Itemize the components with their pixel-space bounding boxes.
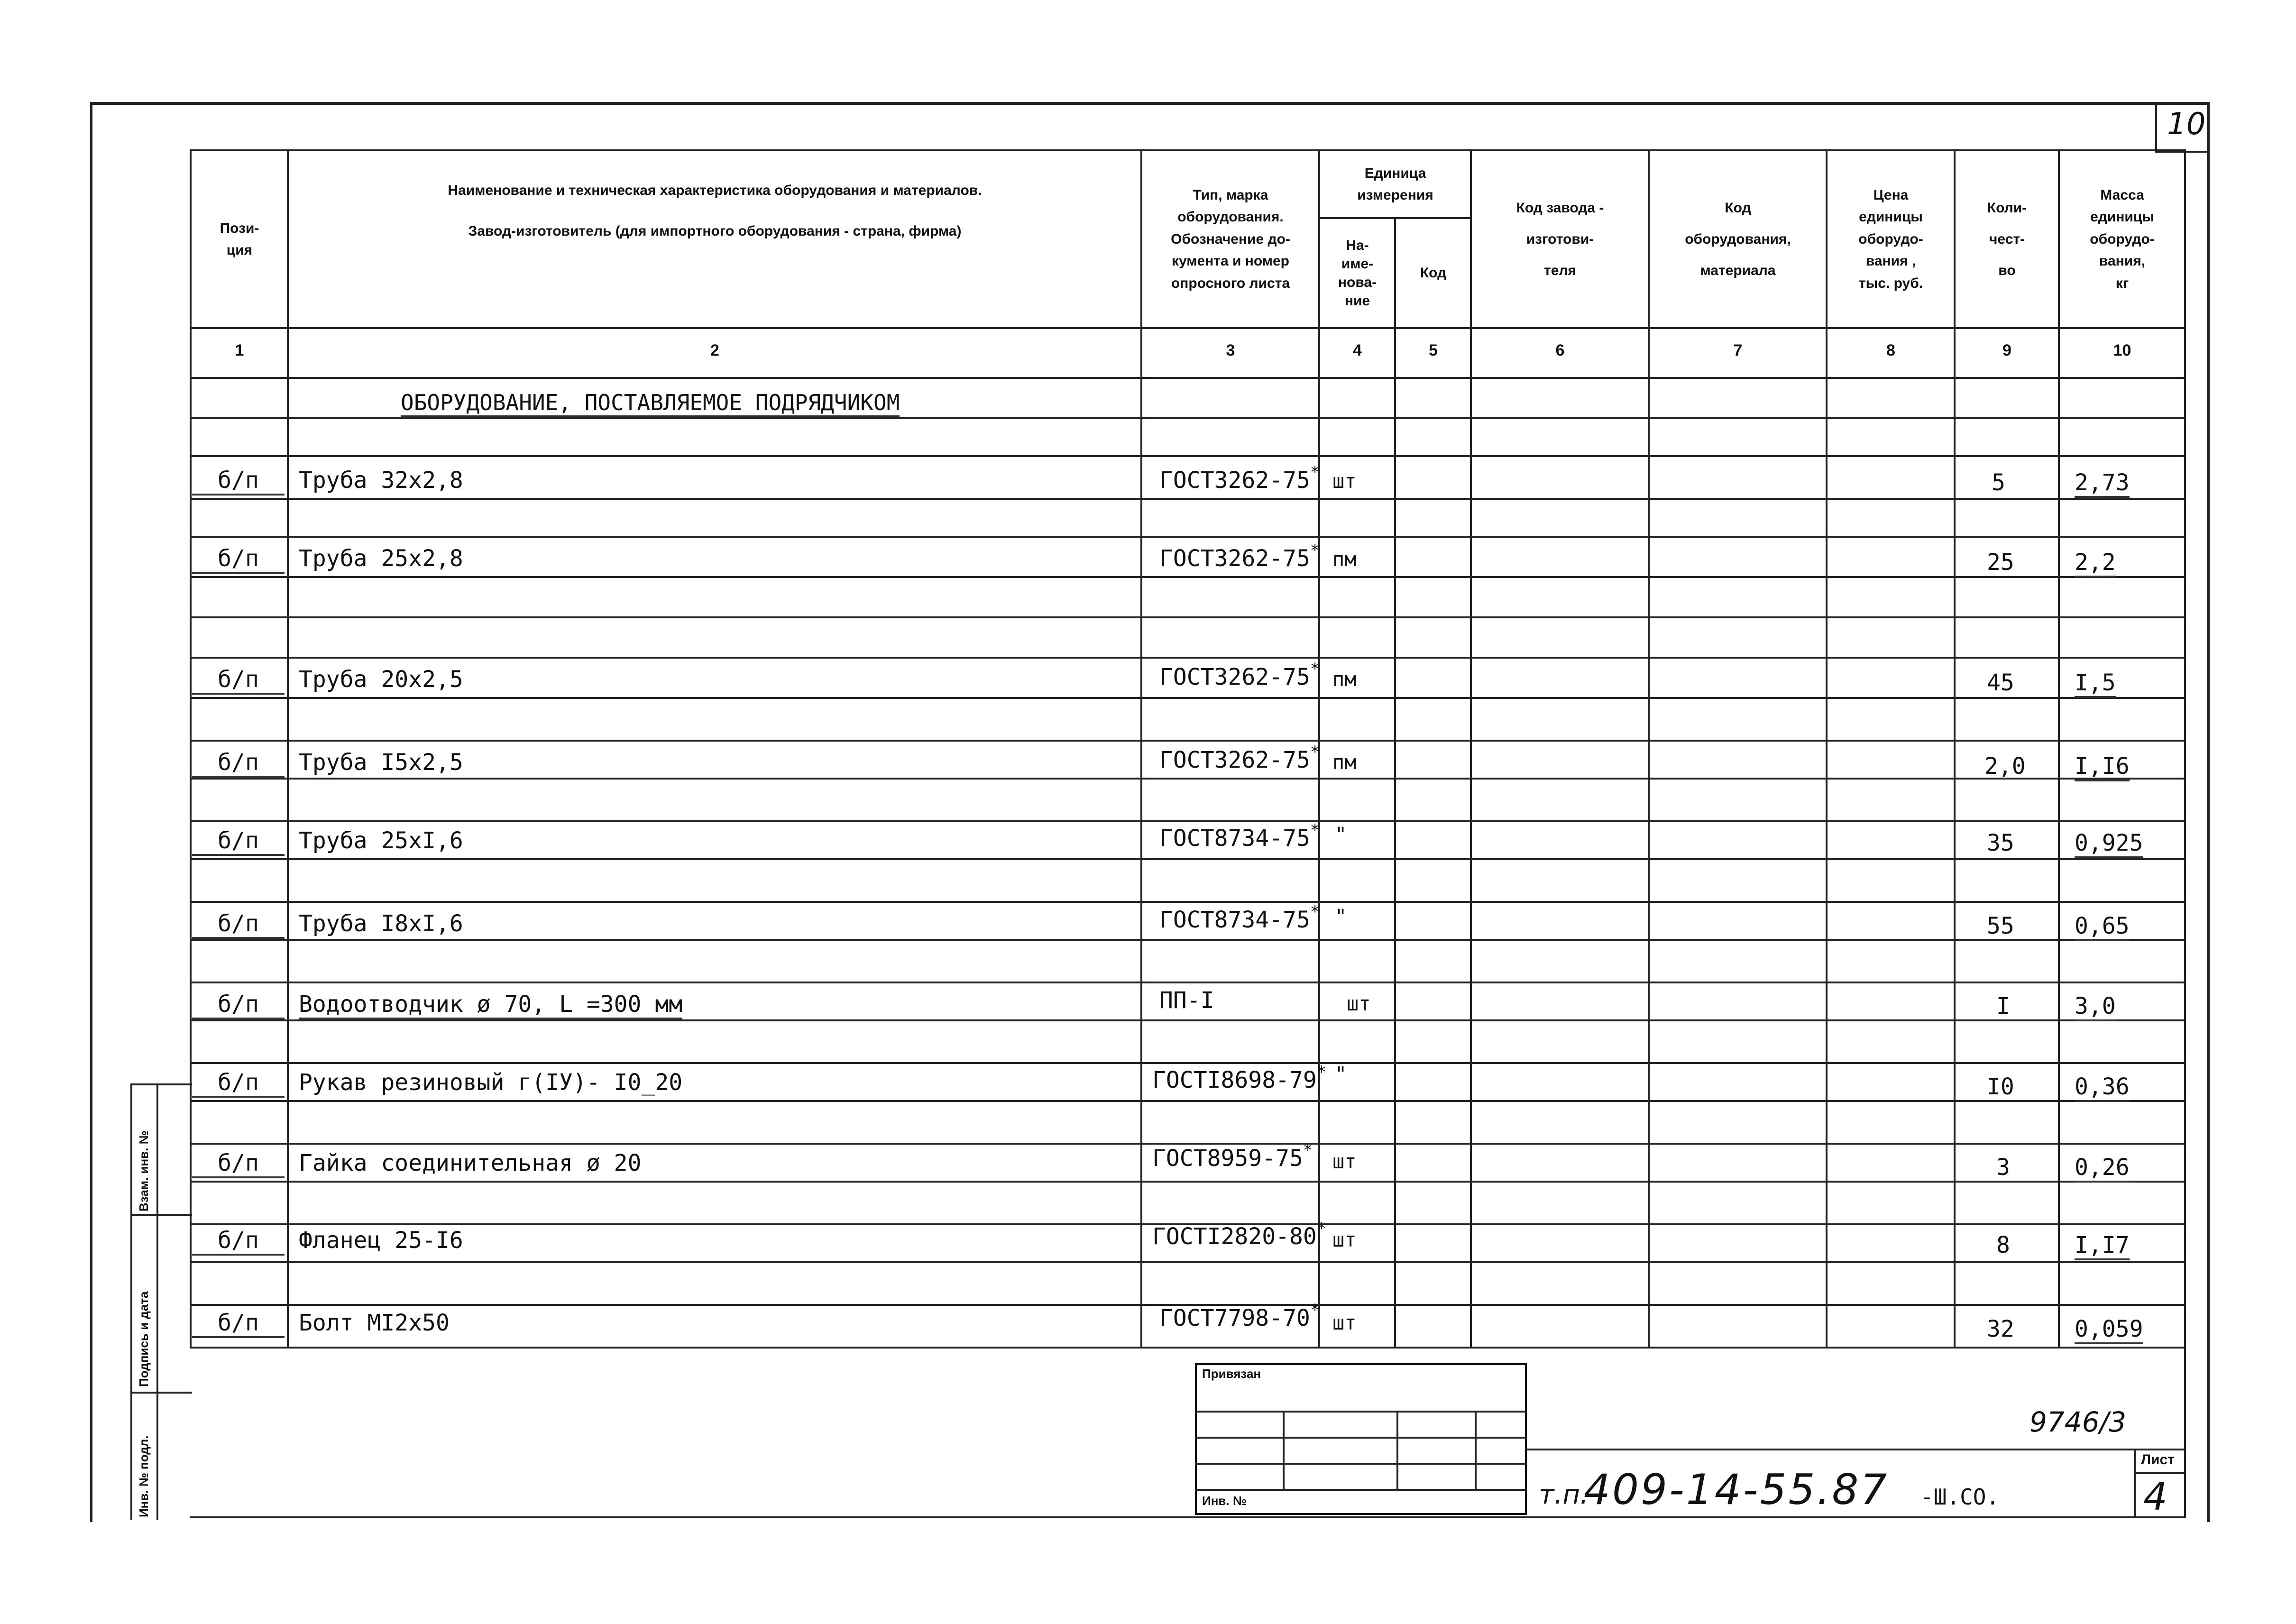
- row-qty: I: [1996, 993, 2010, 1019]
- row-name: Труба I5х2,5: [299, 749, 463, 776]
- project-number: 409-14-55.87: [1584, 1465, 1889, 1514]
- header-position: Пози- ция: [220, 220, 259, 258]
- header-mass: Масса единицы оборудо- вания, кг: [2090, 187, 2155, 291]
- row-mass: I,5: [2075, 670, 2116, 698]
- stamp-col: [1475, 1411, 1477, 1491]
- stamp-line: [1195, 1437, 1527, 1439]
- row-mass: 0,65: [2075, 913, 2130, 941]
- col-line-0: [190, 149, 192, 1347]
- row-mass: I,I7: [2075, 1232, 2130, 1260]
- row-qty: 8: [1996, 1232, 2010, 1258]
- stamp-line: [1195, 1463, 1527, 1465]
- side-strip-sep1: [130, 1214, 192, 1216]
- row-mass: 3,0: [2075, 993, 2116, 1021]
- table-top-line: [190, 149, 2186, 151]
- col-number: 8: [1886, 341, 1895, 359]
- row-unit: шт: [1332, 1311, 1357, 1334]
- col-line-7: [1826, 149, 1828, 1347]
- row-doc: [1152, 1063, 1327, 1093]
- section-title: ОБОРУДОВАНИЕ, ПОСТАВЛЯЕМОЕ ПОДРЯДЧИКОМ: [401, 390, 900, 417]
- sheet-number: 4: [2143, 1475, 2167, 1519]
- page-number-top: 10: [2167, 107, 2206, 142]
- side-strip-left: [130, 1083, 132, 1520]
- row-qty: 25: [1987, 549, 2014, 576]
- row-doc: [1159, 743, 1320, 773]
- colnum-bottom-line: [190, 377, 2186, 379]
- row-name: Труба 25х2,8: [299, 545, 463, 572]
- row-doc: [1159, 987, 1214, 1014]
- row-doc-text: ГОСТ8734-75: [1159, 825, 1310, 852]
- col-number: 4: [1353, 341, 1362, 359]
- header-name: [289, 152, 1140, 270]
- row-unit: ": [1335, 905, 1347, 928]
- title-block-sheet-left: [2134, 1449, 2136, 1517]
- row-qty: 3: [1996, 1154, 2010, 1181]
- row-doc-text: ПП-I: [1159, 987, 1214, 1014]
- header-type: Тип, марка оборудования. Обозначение до- кумента и номер опросного листа: [1171, 187, 1290, 291]
- header-equipment-code: Код оборудования, материала: [1685, 200, 1791, 278]
- row-doc-text: ГОСТ8959-75: [1152, 1145, 1303, 1172]
- row-unit: пм: [1332, 668, 1357, 691]
- row-name: Труба 25хI,6: [299, 827, 463, 854]
- row-name: Труба 20х2,5: [299, 666, 463, 693]
- row-position: б/п: [192, 1310, 285, 1338]
- row-line: [190, 820, 2186, 822]
- col-number: 1: [235, 341, 244, 359]
- side-strip-sep2: [130, 1392, 192, 1394]
- row-mass: I,I6: [2075, 753, 2130, 781]
- row-mass: 0,059: [2075, 1316, 2143, 1344]
- row-doc-star: *: [1310, 743, 1320, 762]
- col-line-5: [1470, 149, 1472, 1347]
- col-line-9: [2058, 149, 2060, 1347]
- col-line-10: [2184, 149, 2186, 1347]
- row-doc-text: ГОСТI8698-79: [1152, 1067, 1317, 1093]
- row-line: [190, 576, 2186, 578]
- row-line: [190, 901, 2186, 903]
- col-line-2: [1140, 149, 1142, 1347]
- row-line: [190, 417, 2186, 419]
- row-line: [190, 1062, 2186, 1064]
- row-qty: 45: [1987, 670, 2014, 696]
- row-doc: [1159, 821, 1320, 852]
- row-qty: I0: [1987, 1073, 2014, 1100]
- row-line: [190, 858, 2186, 860]
- header-bottom-line: [190, 327, 2186, 329]
- row-mass: 2,2: [2075, 549, 2116, 578]
- row-name: Труба I8хI,6: [299, 910, 463, 937]
- row-doc-star: *: [1316, 1063, 1327, 1082]
- col-number: 9: [2002, 341, 2011, 359]
- row-doc: [1152, 1219, 1327, 1250]
- sheet-label: Лист: [2141, 1452, 2175, 1468]
- bottom-frame-right: [2184, 1347, 2186, 1518]
- row-line: [190, 1143, 2186, 1145]
- project-suffix: -Ш.СО.: [1920, 1484, 2000, 1510]
- row-line: [190, 1019, 2186, 1021]
- row-line: [190, 616, 2186, 618]
- header-unit-code: Код: [1420, 265, 1447, 281]
- stamp-line: [1195, 1411, 1527, 1413]
- row-line: [190, 1181, 2186, 1183]
- side-label-podpis: Подпись и дата: [137, 1291, 151, 1387]
- row-name: Рукав резиновый г(IУ)- I0_20: [299, 1069, 683, 1096]
- stamp-col: [1283, 1411, 1285, 1491]
- stamp-inv-no: Инв. №: [1202, 1494, 1247, 1508]
- row-position: б/п: [192, 827, 285, 856]
- row-mass: 2,73: [2075, 469, 2130, 498]
- outer-right-border: [2207, 102, 2210, 1522]
- col-line-8: [1954, 149, 1956, 1347]
- row-unit: пм: [1332, 751, 1357, 774]
- outer-top-border: [90, 102, 2210, 105]
- col-number: 5: [1429, 341, 1438, 359]
- row-doc: [1159, 660, 1320, 690]
- col-line-6: [1648, 149, 1650, 1347]
- table-bottom-line: [190, 1347, 2186, 1349]
- row-position: б/п: [192, 910, 285, 939]
- row-unit: шт: [1332, 1150, 1357, 1173]
- row-doc-star: *: [1310, 902, 1320, 921]
- col-number: 2: [710, 341, 719, 359]
- row-mass: 0,36: [2075, 1073, 2130, 1102]
- row-position: б/п: [192, 749, 285, 778]
- row-line: [190, 939, 2186, 941]
- row-qty: 5: [1992, 469, 2005, 496]
- row-doc-star: *: [1310, 463, 1320, 482]
- row-qty: 2,0: [1984, 753, 2026, 780]
- row-position: б/п: [192, 991, 285, 1019]
- row-unit: пм: [1332, 548, 1357, 571]
- row-unit: шт: [1347, 992, 1371, 1015]
- row-unit: шт: [1332, 469, 1357, 493]
- row-line: [190, 536, 2186, 538]
- row-line: [190, 455, 2186, 457]
- row-mass: 0,26: [2075, 1154, 2130, 1183]
- col-line-1: [287, 149, 289, 1347]
- row-doc-star: *: [1316, 1219, 1327, 1238]
- stamp-privyazan: Привязан: [1202, 1367, 1261, 1381]
- row-doc-star: *: [1310, 660, 1320, 679]
- header-unit-name: На- име- нова- ние: [1338, 238, 1377, 309]
- row-position: б/п: [192, 666, 285, 695]
- page-bottom-border: [190, 1516, 2186, 1518]
- row-unit: шт: [1332, 1228, 1357, 1251]
- row-doc-star: *: [1310, 1301, 1320, 1320]
- stamp-box: [1195, 1363, 1527, 1515]
- stamp-line: [1195, 1489, 1527, 1491]
- stamp-col: [1396, 1411, 1398, 1491]
- row-doc-text: ГОСТ3262-75: [1159, 664, 1310, 690]
- row-line: [190, 1261, 2186, 1263]
- row-doc: [1159, 902, 1320, 933]
- row-doc-text: ГОСТ3262-75: [1159, 747, 1310, 773]
- page-number-box-left: [2155, 104, 2157, 152]
- side-label-inv-podl: Инв. № подл.: [137, 1435, 151, 1517]
- row-doc: [1159, 1301, 1320, 1331]
- row-doc: [1152, 1141, 1313, 1172]
- row-line: [190, 740, 2186, 742]
- row-doc-text: ГОСТ3262-75: [1159, 467, 1310, 494]
- row-position: б/п: [192, 467, 285, 495]
- row-line: [190, 697, 2186, 699]
- row-name: Фланец 25-I6: [299, 1227, 463, 1254]
- row-doc-text: ГОСТ8734-75: [1159, 907, 1310, 933]
- row-line: [190, 982, 2186, 983]
- header-name-line2: Завод-изготовитель (для импортного оборудования - страна, фирма): [468, 223, 962, 239]
- row-qty: 55: [1987, 913, 2014, 939]
- row-name: Гайка соединительная ø 20: [299, 1150, 642, 1176]
- row-position: б/п: [192, 1069, 285, 1098]
- side-label-vzam: Взам. инв. №: [137, 1130, 151, 1211]
- header-quantity: Коли- чест- во: [1987, 200, 2027, 278]
- col-number: 6: [1555, 341, 1565, 359]
- col-number: 10: [2113, 341, 2131, 359]
- header-name-line1: Наименование и техническая характеристика оборудования и материалов.: [448, 182, 982, 198]
- row-name: Труба 32х2,8: [299, 467, 463, 494]
- row-unit: ": [1335, 1062, 1347, 1085]
- row-doc-star: *: [1303, 1141, 1313, 1160]
- outer-left-border: [90, 102, 92, 1522]
- header-price: Цена единицы оборудо- вания , тыс. руб.: [1858, 187, 1923, 291]
- row-position: б/п: [192, 1150, 285, 1178]
- col-line-4: [1394, 217, 1396, 1347]
- header-factory-code: Код завода - изготови- теля: [1516, 200, 1604, 278]
- row-name: Болт МI2х50: [299, 1310, 450, 1336]
- row-doc-text: ГОСТ7798-70: [1159, 1305, 1310, 1331]
- row-doc: [1159, 541, 1320, 572]
- row-line: [190, 1100, 2186, 1102]
- project-prefix: т.п.: [1539, 1479, 1589, 1510]
- title-block-sheet-sep: [2134, 1472, 2186, 1474]
- row-unit: ": [1335, 823, 1347, 846]
- row-line: [190, 498, 2186, 500]
- row-name: Водоотводчик ø 70, L =300 мм: [299, 991, 682, 1019]
- header-unit: Единица измерения: [1357, 165, 1433, 203]
- col-number: 7: [1733, 341, 1743, 359]
- side-strip-top: [130, 1083, 192, 1085]
- title-block-line: [1527, 1449, 2186, 1450]
- row-doc-star: *: [1310, 821, 1320, 840]
- row-doc-text: ГОСТ3262-75: [1159, 545, 1310, 572]
- row-doc-star: *: [1310, 541, 1320, 560]
- row-mass: 0,925: [2075, 830, 2143, 858]
- col-number: 3: [1226, 341, 1235, 359]
- row-qty: 35: [1987, 830, 2014, 856]
- handwritten-code: 9746/3: [2030, 1406, 2127, 1438]
- side-strip-mid: [156, 1083, 158, 1520]
- row-doc: [1159, 463, 1320, 494]
- row-position: б/п: [192, 545, 285, 574]
- row-line: [190, 657, 2186, 659]
- row-line: [190, 778, 2186, 780]
- row-position: б/п: [192, 1227, 285, 1256]
- row-doc-text: ГОСТI2820-80: [1152, 1223, 1317, 1250]
- row-qty: 32: [1987, 1316, 2014, 1342]
